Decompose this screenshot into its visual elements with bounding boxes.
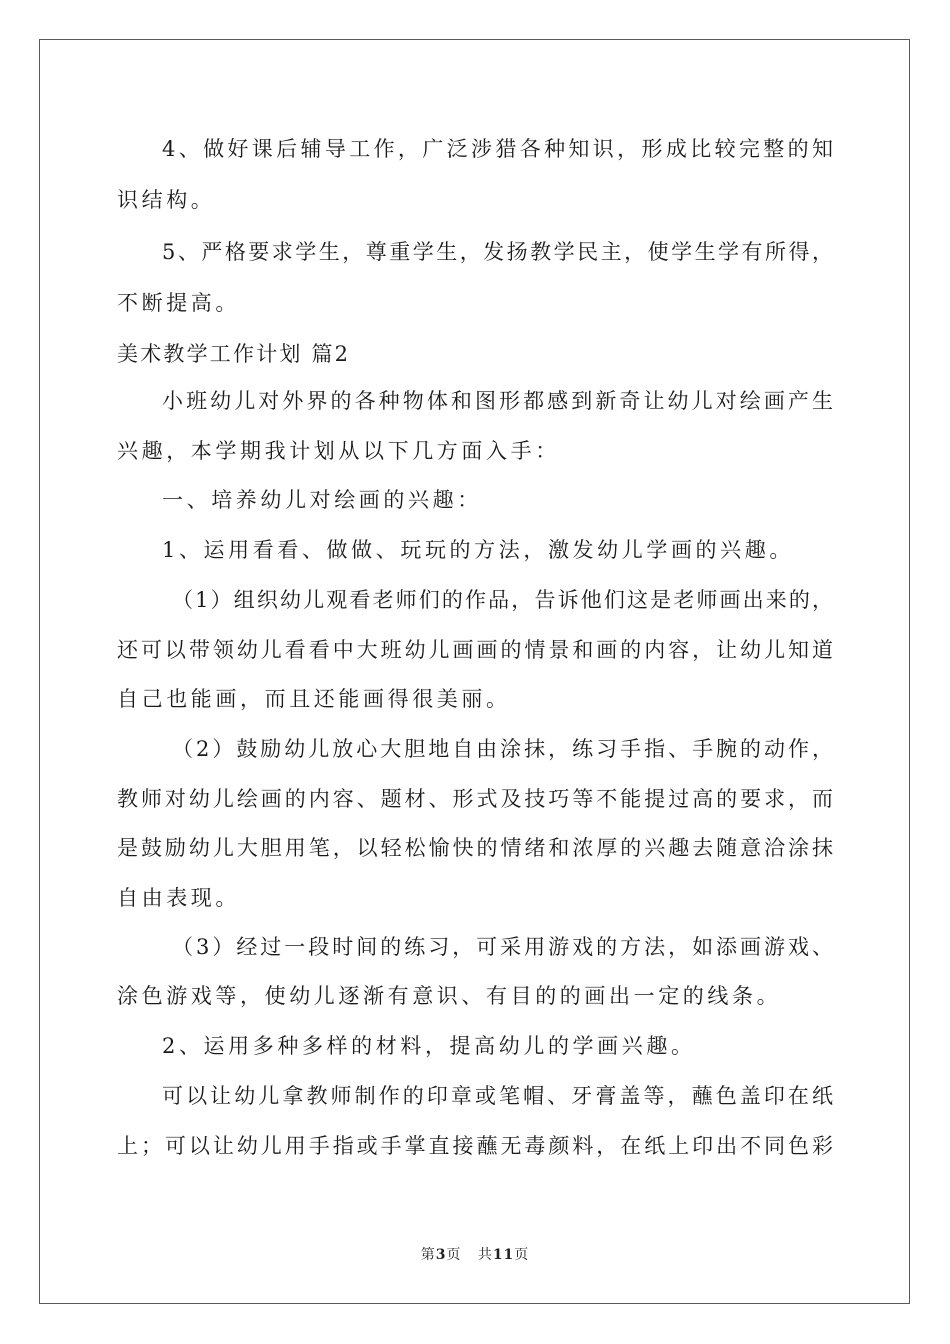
section-heading: 美术教学工作计划 篇2 [117, 342, 351, 366]
total-suffix: 页 [514, 1247, 530, 1263]
page-suffix: 页 [446, 1247, 462, 1263]
paragraph-line: 兴趣，本学期我计划从以下几方面入手： [117, 439, 560, 463]
page-footer [0, 1244, 950, 1264]
paragraph-line: 还可以带领幼儿看看中大班幼儿画画的情景和画的内容，让幼儿知道 [117, 638, 833, 662]
paragraph-line: （3）经过一段时间的练习，可采用游戏的方法，如添画游戏、 [172, 935, 833, 959]
total-pages: 11 [492, 1247, 515, 1263]
paragraph-line: 涂色游戏等，使幼儿逐渐有意识、有目的的画出一定的线条。 [117, 984, 782, 1008]
paragraph-line: 2、运用多种多样的材料，提高幼儿的学画兴趣。 [162, 1034, 696, 1058]
paragraph-line: 自己也能画，而且还能画得很美丽。 [117, 687, 511, 711]
paragraph-line: 5、严格要求学生，尊重学生，发扬教学民主，使学生学有所得， [162, 240, 833, 264]
page-number: 3 [435, 1247, 447, 1263]
total-prefix: 共 [477, 1247, 493, 1263]
paragraph-line: 小班幼儿对外界的各种物体和图形都感到新奇让幼儿对绘画产生 [162, 389, 833, 413]
page-prefix: 第 [420, 1247, 436, 1263]
paragraph-line: 是鼓励幼儿大胆用笔，以轻松愉快的情绪和浓厚的兴趣去随意洽涂抹 [117, 836, 833, 860]
paragraph-line: 上；可以让幼儿用手指或手掌直接蘸无毒颜料，在纸上印出不同色彩 [117, 1134, 833, 1158]
paragraph-line: （2）鼓励幼儿放心大胆地自由涂抹，练习手指、手腕的动作， [172, 737, 833, 761]
paragraph-line: 可以让幼儿拿教师制作的印章或笔帽、牙膏盖等，蘸色盖印在纸 [162, 1084, 833, 1108]
paragraph-line: 教师对幼儿绘画的内容、题材、形式及技巧等不能提过高的要求，而 [117, 787, 833, 811]
paragraph-line: 4、做好课后辅导工作，广泛涉猎各种知识，形成比较完整的知 [162, 137, 833, 161]
paragraph-line: 识结构。 [117, 188, 216, 212]
page-border [39, 39, 910, 1304]
paragraph-line: 一、培养幼儿对绘画的兴趣： [162, 488, 482, 512]
paragraph-line: 1、运用看看、做做、玩玩的方法，激发幼儿学画的兴趣。 [162, 538, 794, 562]
paragraph-line: 不断提高。 [117, 291, 240, 315]
paragraph-line: （1）组织幼儿观看老师们的作品，告诉他们这是老师画出来的， [172, 588, 833, 612]
paragraph-line: 自由表现。 [117, 886, 240, 910]
